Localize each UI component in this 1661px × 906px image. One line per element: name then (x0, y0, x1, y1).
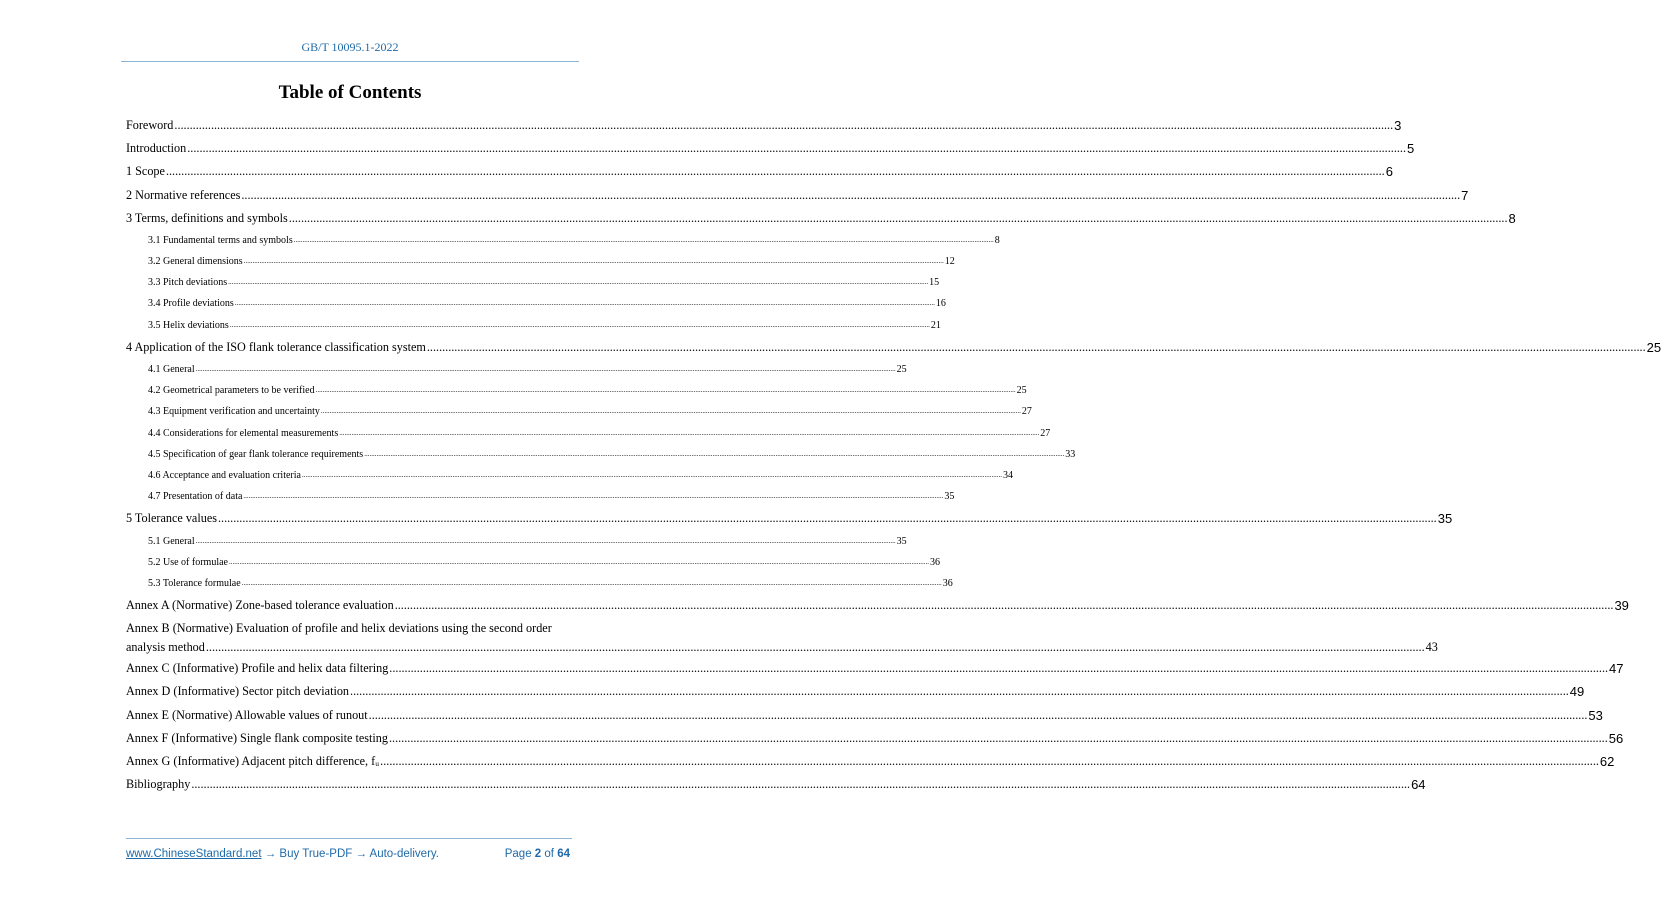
toc-page-number: 5 (1407, 141, 1415, 157)
toc-entry[interactable] (126, 773, 1426, 796)
toc-page-number: 64 (1411, 777, 1426, 793)
toc-entry[interactable] (126, 160, 1393, 183)
toc-entry[interactable] (126, 444, 1076, 465)
toc-dot-leader: ................................................................................................................................................................................................................................................................................................................................................................................................................ (320, 407, 1021, 416)
toc-dot-leader: ................................................................................................................................................................................................................................................................................................................................................................................................................ (195, 365, 896, 374)
toc-page-number: 25 (1646, 339, 1661, 355)
page-word: Page (504, 848, 532, 860)
toc-entry[interactable] (126, 114, 1402, 137)
document-id-header: GB/T 10095.1-2022 (301, 40, 399, 54)
toc-entry[interactable] (126, 230, 1000, 251)
toc-page-number: 62 (1599, 754, 1615, 770)
toc-dot-leader: ................................................................................................................................................................................................................................................................................................................................................................................................................ (217, 511, 1437, 526)
toc-dot-leader: ................................................................................................................................................................................................................................................................................................................................................................................................................ (288, 210, 1508, 225)
toc-entry[interactable] (126, 380, 1027, 401)
toc-entry-multiline[interactable] (126, 617, 1438, 657)
toc-page-number: 8 (994, 234, 1000, 246)
toc-dot-leader: ................................................................................................................................................................................................................................................................................................................................................................................................................ (229, 320, 930, 329)
toc-entry-title: 2 Normative references (126, 187, 241, 202)
toc-entry[interactable] (126, 359, 907, 380)
toc-entry-title: 4.6 Acceptance and evaluation criteria (148, 469, 301, 481)
toc-dot-leader: ................................................................................................................................................................................................................................................................................................................................................................................................................ (195, 536, 896, 545)
toc-entry-title: 3.1 Fundamental terms and symbols (148, 234, 293, 246)
toc-entry-title: 4 Application of the ISO flank tolerance classification system (126, 339, 426, 354)
toc-page-number: 8 (1508, 210, 1516, 226)
toc-page-number: 27 (1040, 427, 1051, 439)
toc-entry-title: analysis method (126, 640, 205, 655)
toc-dot-leader: ................................................................................................................................................................................................................................................................................................................................................................................................................ (350, 684, 1569, 699)
footer-tagline: → Buy True-PDF → Auto-delivery. (261, 848, 439, 860)
toc-page-number: 3 (1394, 117, 1402, 133)
toc-dot-leader: ................................................................................................................................................................................................................................................................................................................................................................................................................ (368, 707, 1588, 722)
toc-entry-title: Annex F (Informative) Single flank composite testing (126, 730, 388, 745)
toc-page-number: 56 (1608, 730, 1624, 746)
toc-dot-leader: ................................................................................................................................................................................................................................................................................................................................................................................................................ (243, 492, 944, 501)
toc-dot-leader: ................................................................................................................................................................................................................................................................................................................................................................................................................ (165, 164, 1385, 179)
toc-entry-title: 4.7 Presentation of data (148, 491, 243, 503)
table-of-contents (126, 114, 1661, 796)
toc-page-number: 34 (1002, 469, 1013, 481)
toc-entry-title: 4.4 Considerations for elemental measurements (148, 427, 339, 439)
toc-page-number: 15 (929, 277, 940, 289)
toc-entry[interactable] (126, 272, 940, 293)
toc-entry[interactable] (126, 750, 1615, 773)
toc-entry[interactable] (126, 507, 1453, 530)
toc-dot-leader: ................................................................................................................................................................................................................................................................................................................................................................................................................ (339, 428, 1040, 437)
toc-dot-leader: ................................................................................................................................................................................................................................................................................................................................................................................................................ (293, 235, 994, 244)
toc-page-number: 35 (944, 491, 955, 503)
toc-dot-leader: ................................................................................................................................................................................................................................................................................................................................................................................................................ (364, 449, 1065, 458)
toc-entry-title: 3.5 Helix deviations (148, 319, 229, 331)
footer-divider (126, 838, 572, 839)
toc-dot-leader: ................................................................................................................................................................................................................................................................................................................................................................................................................ (234, 299, 935, 308)
toc-entry-title: 3.4 Profile deviations (148, 298, 234, 310)
toc-entry[interactable] (126, 727, 1624, 750)
toc-page-number: 33 (1065, 448, 1076, 460)
page-of-word: of (544, 848, 554, 860)
page-title: Table of Contents (278, 82, 422, 103)
toc-entry[interactable] (126, 401, 1032, 422)
toc-page-number: 12 (944, 256, 955, 268)
toc-entry-title: Bibliography (126, 777, 191, 792)
toc-entry[interactable] (126, 531, 907, 552)
toc-entry[interactable] (126, 423, 1051, 444)
toc-page-number: 6 (1385, 164, 1393, 180)
toc-dot-leader: ................................................................................................................................................................................................................................................................................................................................................................................................................ (228, 557, 929, 566)
toc-entry[interactable] (126, 594, 1629, 617)
toc-entry-title: Annex G (Informative) Adjacent pitch difference, fᵤ (126, 754, 380, 769)
toc-page-number: 49 (1569, 684, 1585, 700)
current-page-number: 2 (534, 848, 542, 860)
toc-page-number: 25 (1016, 385, 1027, 397)
toc-dot-leader: ................................................................................................................................................................................................................................................................................................................................................................................................................ (174, 117, 1394, 132)
toc-entry[interactable] (126, 294, 946, 315)
footer-promo (126, 848, 439, 860)
toc-dot-leader: ................................................................................................................................................................................................................................................................................................................................................................................................................ (388, 730, 1608, 745)
toc-page-number: 53 (1588, 707, 1603, 723)
toc-page-number: 25 (896, 364, 907, 376)
toc-dot-leader: ................................................................................................................................................................................................................................................................................................................................................................................................................ (315, 386, 1016, 395)
total-page-count: 64 (557, 848, 570, 860)
toc-entry-title: Foreword (126, 117, 174, 132)
header-divider (121, 61, 579, 62)
toc-dot-leader: ................................................................................................................................................................................................................................................................................................................................................................................................................ (228, 278, 929, 287)
toc-entry[interactable] (126, 681, 1585, 704)
toc-dot-leader: ................................................................................................................................................................................................................................................................................................................................................................................................................ (241, 578, 942, 587)
toc-page-number: 7 (1461, 187, 1469, 203)
toc-page-number: 35 (896, 535, 907, 547)
toc-entry-title: 4.1 General (148, 364, 195, 376)
toc-dot-leader: ................................................................................................................................................................................................................................................................................................................................................................................................................ (301, 470, 1002, 479)
toc-entry[interactable] (126, 486, 955, 507)
toc-page-number: 39 (1614, 598, 1629, 614)
toc-dot-leader: ................................................................................................................................................................................................................................................................................................................................................................................................................ (191, 777, 1411, 792)
toc-entry-title: Introduction (126, 141, 187, 156)
toc-entry-title: 3 Terms, definitions and symbols (126, 210, 288, 225)
toc-page-number: 21 (930, 319, 941, 331)
toc-entry-title: Annex E (Normative) Allowable values of runout (126, 707, 368, 722)
toc-entry-title: Annex C (Informative) Profile and helix data filtering (126, 661, 389, 676)
toc-dot-leader: ................................................................................................................................................................................................................................................................................................................................................................................................................ (205, 640, 1425, 655)
toc-entry[interactable] (126, 638, 1438, 657)
toc-entry[interactable] (126, 315, 941, 336)
toc-page-number: 27 (1021, 406, 1032, 418)
website-link[interactable]: www.ChineseStandard.net (126, 848, 262, 860)
toc-page-number: 35 (1437, 511, 1453, 527)
toc-entry[interactable] (126, 184, 1469, 207)
toc-dot-leader: ................................................................................................................................................................................................................................................................................................................................................................................................................ (380, 754, 1599, 769)
page-indicator (505, 848, 570, 860)
toc-entry-title: 5.2 Use of formulae (148, 556, 228, 568)
toc-entry[interactable] (126, 336, 1661, 359)
toc-entry[interactable] (126, 552, 940, 573)
toc-entry[interactable] (126, 704, 1603, 727)
toc-dot-leader: ................................................................................................................................................................................................................................................................................................................................................................................................................ (241, 187, 1461, 202)
toc-entry[interactable] (126, 207, 1516, 230)
toc-dot-leader: ................................................................................................................................................................................................................................................................................................................................................................................................................ (426, 339, 1646, 354)
toc-entry-title: 3.2 General dimensions (148, 256, 243, 268)
toc-entry-title: 4.3 Equipment verification and uncertainty (148, 406, 320, 418)
toc-page-number: 47 (1609, 661, 1624, 677)
toc-entry-title: 5 Tolerance values (126, 511, 217, 526)
toc-entry-title: Annex A (Normative) Zone-based tolerance evaluation (126, 598, 394, 613)
toc-dot-leader: ................................................................................................................................................................................................................................................................................................................................................................................................................ (394, 598, 1614, 613)
toc-page-number: 43 (1425, 640, 1438, 655)
toc-entry[interactable] (126, 251, 955, 272)
toc-entry[interactable] (126, 657, 1624, 680)
toc-entry[interactable] (126, 573, 953, 594)
toc-entry-title-line1: Annex B (Normative) Evaluation of profile and helix deviations using the second order (126, 621, 552, 636)
toc-page-number: 36 (929, 556, 940, 568)
toc-entry-title: 4.2 Geometrical parameters to be verified (148, 385, 315, 397)
toc-entry-title: 5.3 Tolerance formulae (148, 577, 241, 589)
toc-dot-leader: ................................................................................................................................................................................................................................................................................................................................................................................................................ (243, 257, 944, 266)
toc-dot-leader: ................................................................................................................................................................................................................................................................................................................................................................................................................ (389, 661, 1609, 676)
toc-entry[interactable] (126, 465, 1013, 486)
toc-page-number: 16 (935, 298, 946, 310)
toc-page-number: 36 (942, 577, 953, 589)
toc-entry[interactable] (126, 137, 1415, 160)
toc-entry-title: Annex D (Informative) Sector pitch deviation (126, 684, 350, 699)
toc-entry-title: 3.3 Pitch deviations (148, 277, 228, 289)
toc-dot-leader: ................................................................................................................................................................................................................................................................................................................................................................................................................ (187, 141, 1406, 156)
toc-entry-title: 1 Scope (126, 164, 165, 179)
toc-entry-title: 4.5 Specification of gear flank tolerance requirements (148, 448, 364, 460)
toc-entry-title: 5.1 General (148, 535, 195, 547)
